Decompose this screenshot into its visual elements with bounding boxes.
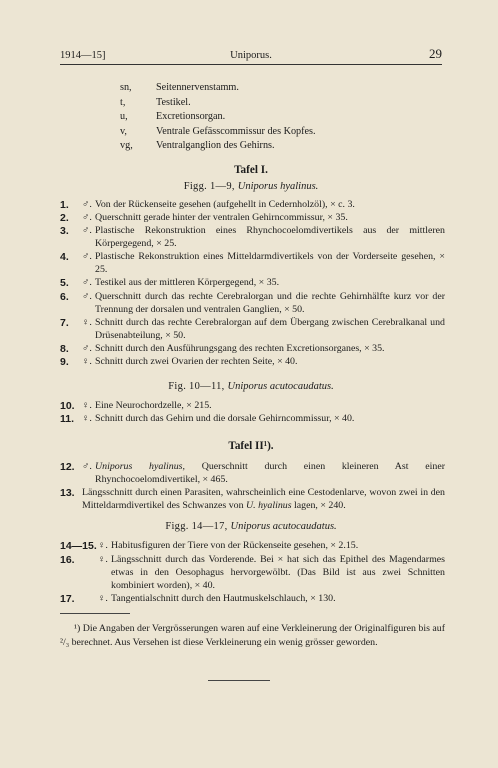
tafel-1-subhead: Figg. 1—9, Uniporus hyalinus. bbox=[183, 181, 319, 192]
running-header bbox=[60, 46, 442, 65]
abbreviation-item: u, Excretionsorgan. bbox=[120, 111, 226, 123]
figure-entry: 7. ♀. Schnitt durch das rechte Cerebralorgan auf dem Übergang zwischen Cerebralkanal und Drüsenabteilung, × 50. bbox=[60, 317, 445, 341]
figure-entry: 5. ♂. Testikel aus der mittleren Körpergegend, × 35. bbox=[60, 277, 280, 289]
figure-entry: 12. ♂. Uniporus hyalinus, Querschnitt durch einen kleineren Ast einer Rhynchocoelomdivertikel, × 465. bbox=[60, 461, 445, 485]
end-rule bbox=[208, 680, 270, 681]
tafel-1-heading: Tafel I. bbox=[234, 164, 268, 176]
abbreviation-item: v, Ventrale Gefässcommissur des Kopfes. bbox=[120, 125, 316, 137]
fig-14-17-subhead: Figg. 14—17, Uniporus acutocaudatus. bbox=[165, 521, 337, 532]
abbreviation-item: sn, Seitennervenstamm. bbox=[120, 82, 239, 93]
abbreviation-item: vg, Ventralganglion des Gehirns. bbox=[120, 140, 275, 152]
tafel-2-heading: Tafel II¹). bbox=[228, 440, 274, 452]
figure-entry: 9. ♀. Schnitt durch zwei Ovarien der rechten Seite, × 40. bbox=[60, 356, 298, 368]
header-volume: 1914—15] bbox=[60, 50, 106, 61]
figure-entry: 3. ♂. Plastische Rekonstruktion eines Rhynchocoelomdivertikels aus der mittleren Körpergegend, × 25. bbox=[60, 225, 445, 249]
footnote: ¹) Die Angaben der Vergrösserungen waren auf eine Verkleinerung der Originalfiguren bis auf ²/₃ berechnet. Aus Versehen ist diese Verkleinerung ein wenig grösser geworden. bbox=[60, 623, 445, 648]
figure-entry: 8. ♂. Schnitt durch den Ausführungsgang des rechten Excretionsorganes, × 35. bbox=[60, 343, 385, 355]
abbreviation-item: t, Testikel. bbox=[120, 96, 191, 108]
footnote-divider bbox=[60, 613, 130, 614]
page-number: 29 bbox=[429, 46, 442, 61]
header-title: Uniporus. bbox=[230, 50, 272, 61]
figure-entry: 16. ♀. Längsschnitt durch das Vorderende. Bei × hat sich das Epithel des Magendarmes etwas in den Oesophagus hervorgewölbt. (Das Bild ist aus zwei Schnitten kombiniert worden), × 40. bbox=[60, 554, 445, 591]
fig-10-11-subhead: Fig. 10—11, Uniporus acutocaudatus. bbox=[168, 381, 334, 392]
figure-entry: 1. ♂. Von der Rückenseite gesehen (aufgehellt in Cedernholzöl), × c. 3. bbox=[60, 199, 355, 211]
figure-entry: 4. ♂. Plastische Rekonstruktion eines Mitteldarmdivertikels von der Vorderseite gesehen, × 25. bbox=[60, 251, 445, 275]
figure-entry: 10. ♀. Eine Neurochordzelle, × 215. bbox=[60, 400, 212, 412]
abbreviation-list bbox=[120, 81, 316, 154]
figure-entry: 6. ♂. Querschnitt durch das rechte Cerebralorgan und die rechte Gehirnhälfte kurz vor der Trennung der dorsalen und ventralen Ganglien, × 50. bbox=[60, 291, 445, 315]
figure-entry: 13. Längsschnitt durch einen Parasiten, wahrscheinlich eine Cestodenlarve, wovon zwei in den Mitteldarmdivertikel des Schwanzes von U. hyalinus lagen, × 240. bbox=[60, 487, 445, 511]
figure-entry: 2. ♂. Querschnitt gerade hinter der ventralen Gehirncommissur, × 35. bbox=[60, 212, 348, 224]
figure-entry: 14—15. ♀. Habitusfiguren der Tiere von der Rückenseite gesehen, × 2.15. bbox=[60, 540, 359, 552]
figure-entry: 11. ♀. Schnitt durch das Gehirn und die dorsale Gehirncommissur, × 40. bbox=[60, 413, 355, 425]
figure-entry: 17. ♀. Tangentialschnitt durch den Hautmuskelschlauch, × 130. bbox=[60, 593, 336, 605]
